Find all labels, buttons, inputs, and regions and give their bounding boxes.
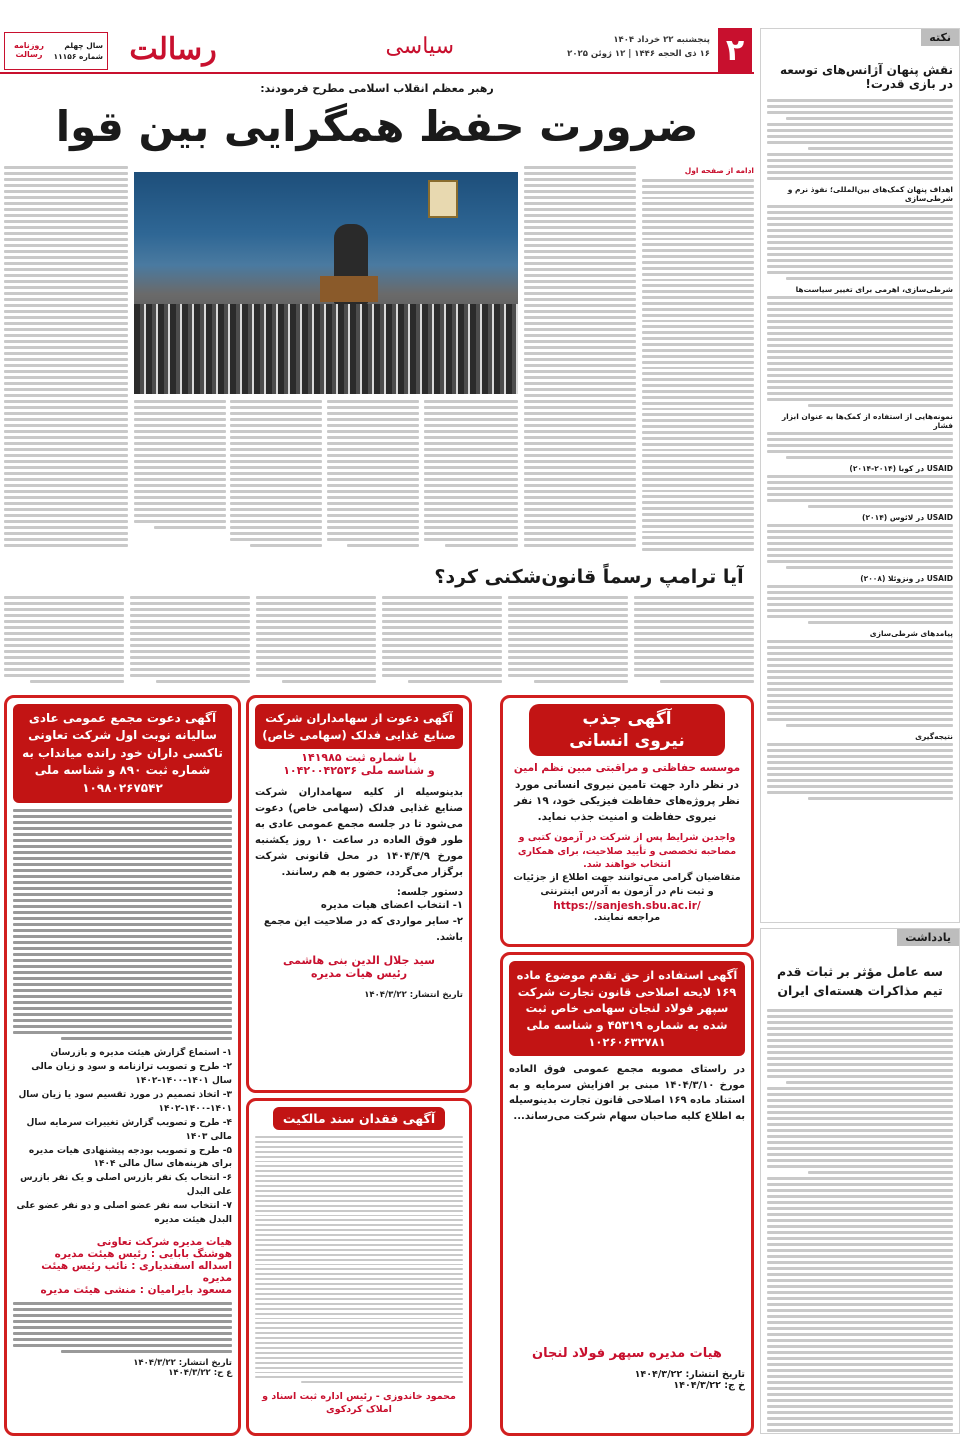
sepehr-title: آگهی استفاده از حق تقدم موضوع ماده ۱۶۹ لایحه اصلاحی قانون تجارت شرکت سپهر فولاد لنجان سهامی خاص ثبت شده به شماره ۴۵۳۱۹ و شناسه ملی ۱۰۲۶۰۶۳۲۷۸۱	[509, 961, 745, 1056]
corner-box	[4, 32, 108, 70]
nokte-body	[767, 99, 953, 803]
coop-agenda-4: ۴- طرح و تصویب گزارش تغییرات سرمایه سال مالی ۱۴۰۳	[26, 1117, 232, 1142]
lead-col-3	[424, 400, 518, 554]
nokte-subhead: USAID در کوبا (۲۰۱۴-۲۰۱۴)	[849, 464, 953, 473]
lost-title: آگهی فقدان سند مالکیت	[273, 1107, 445, 1130]
fadak-agenda-2: ۲- سایر مواردی که در صلاحیت این مجمع باشد.	[263, 916, 463, 944]
section-name: سیاسی	[385, 34, 454, 59]
ad-lost-deed	[246, 1098, 472, 1436]
recruit-body4: مراجعه نمایند.	[593, 911, 661, 923]
lead-col-1	[642, 166, 754, 554]
lead-col-2	[524, 166, 636, 554]
ad-sepehr	[500, 952, 754, 1436]
nokte-tag: نکته	[921, 29, 959, 46]
opinion-column	[760, 928, 960, 1434]
nokte-subhead: USAID در لائوس (۲۰۱۴)	[862, 513, 953, 522]
trump-headline: آیا ترامپ رسماً قانون‌شکنی کرد؟	[434, 566, 744, 588]
date-lunar-greg: ۱۶ ذی الحجه ۱۴۴۶ | ۱۲ ژوئن ۲۰۲۵	[567, 48, 710, 59]
opinion-body	[767, 1009, 953, 1435]
lead-col-5	[230, 400, 322, 554]
podium	[320, 276, 378, 302]
date-block	[567, 34, 710, 61]
date-solar: پنجشنبه ۲۲ خرداد ۱۴۰۴	[613, 35, 710, 45]
sepehr-signature: هیات مدیره سپهر فولاد لنجان	[532, 1346, 722, 1362]
lost-body	[255, 1136, 463, 1386]
coop-notes	[13, 1302, 232, 1356]
fadak-title: آگهی دعوت از سهامداران شرکت صنایع غذایی فدلک (سهامی خاص)	[255, 704, 463, 749]
recruit-body2: واجدین شرایط پس از شرکت در آزمون کتبی و مصاحبه تخصصی و تأیید صلاحیت، برای همکاری انتخاب خواهند شد.	[517, 832, 737, 871]
sepehr-date1: تاریخ انتشار: ۱۴۰۴/۳/۲۲	[634, 1369, 745, 1381]
lead-photo	[134, 172, 518, 394]
coop-agenda-2: ۲- طرح و تصویب ترازنامه و سود و زیان مالی سال ۱۴۰۱-۱۴۰۰-۱۴۰۲	[31, 1061, 232, 1086]
recruit-title: آگهی جذب نیروی انسانی	[529, 704, 725, 756]
recruit-body3: متقاضیان گرامی می‌توانند جهت اطلاع از جزئیات و ثبت نام در آزمون به آدرس اینترنتی	[513, 872, 741, 897]
recruit-org: موسسه حفاظتی و مراقبتی مبین نظم امین	[513, 762, 741, 775]
coop-agenda-5: ۵- طرح و تصویب بودجه پیشنهادی هیات مدیره برای هزینه‌های سال مالی ۱۴۰۴	[28, 1145, 232, 1170]
masthead	[0, 28, 754, 74]
corner-logo: روزنامه رسالت	[14, 41, 44, 59]
sepehr-date2: خ ج: ۱۴۰۴/۳/۲۲	[673, 1380, 745, 1392]
coop-board-title: هیات مدیره شرکت تعاونی	[96, 1236, 232, 1249]
recruit-body: در نظر دارد جهت تامین نیروی انسانی مورد نظر پروژه‌های حفاظت فیزیکی خود، ۱۹ نفر نیروی حفاظت و امنیت جذب نماید.	[514, 779, 740, 823]
paper-logo: رسالت	[129, 32, 217, 67]
lead-kicker: رهبر معظم انقلاب اسلامی مطرح فرمودند:	[260, 82, 494, 95]
lead-col-4	[327, 400, 419, 554]
coop-agenda-7: ۷- انتخاب سه نفر عضو اصلی و دو نفر عضو علی البدل هیئت مدیره	[16, 1201, 232, 1226]
lost-signature: محمود خاندوزی - رئیس اداره ثبت اسناد و املاک کردکوی	[262, 1391, 456, 1416]
audience	[134, 304, 518, 394]
lead-continued: ادامه از صفحه اول	[684, 166, 754, 175]
lead-col-6	[134, 400, 226, 554]
nokte-subhead: USAID در ونزوئلا (۲۰۰۸)	[860, 574, 953, 583]
fadak-natid: و شناسه ملی ۱۰۴۲۰۰۴۲۵۳۶	[283, 764, 435, 778]
coop-agenda-3: ۳- اتخاذ تصمیم در مورد تقسیم سود یا زیان سال ۱۴۰۱-۱۴۰۰-۱۴۰۲	[18, 1089, 232, 1114]
fadak-reg: با شماره ثبت ۱۴۱۹۸۵	[301, 751, 417, 765]
page-number: ۲	[718, 28, 752, 74]
coop-date-1: تاریخ انتشار: ۱۴۰۴/۳/۲۲	[133, 1358, 232, 1369]
lead-col-7	[4, 166, 128, 554]
nokte-subhead: شرطی‌سازی، اهرمی برای تغییر سیاست‌ها	[795, 285, 953, 294]
coop-date-2: ع ح: ۱۴۰۴/۳/۲۲	[168, 1368, 232, 1379]
ad-cooperative	[4, 695, 241, 1436]
coop-body	[13, 809, 232, 1047]
lead-headline: ضرورت حفظ همگرایی بین قوا	[55, 102, 699, 151]
recruit-url[interactable]: https://sanjesh.sbu.ac.ir/	[553, 899, 701, 912]
fadak-body: بدینوسیله از کلیه سهامداران شرکت صنایع غذایی فدلک (سهامی خاص) دعوت می‌شود تا در جلسه مجمع عمومی عادی به طور فوق العاده در ساعت ۱۰ روز یکشنبه مورخ ۱۴۰۴/۴/۹ در محل قانونی شرکت برگزار می‌گردد، حضور به هم رسانند.	[255, 787, 464, 879]
nokte-subhead: نتیجه‌گیری	[915, 732, 953, 741]
fadak-date: تاریخ انتشار: ۱۴۰۴/۳/۲۲	[364, 990, 463, 1001]
nokte-subhead: پیامدهای شرطی‌سازی	[869, 629, 953, 638]
opinion-headline: سه عامل مؤثر بر ثبات قدم تیم مذاکرات هسته‌ای ایران	[777, 964, 943, 998]
issue-number: شماره ۱۱۱۵۶	[53, 52, 103, 61]
fadak-signature-1: سید جلال الدین بنی هاشمی	[283, 954, 435, 968]
nokte-column	[760, 28, 960, 923]
coop-member-2: اسداله اسفندیاری : نائب رئیس هیئت مدیره	[41, 1260, 232, 1285]
coop-agenda-1: ۱- استماع گزارش هیئت مدیره و بازرسان	[50, 1047, 232, 1058]
coop-title: آگهی دعوت مجمع عمومی عادی سالیانه نوبت اول شرکت تعاونی تاکسی داران خود رانده میانداب به شماره ثبت ۸۹۰ و شناسه ملی ۱۰۹۸۰۲۶۷۵۴۲	[13, 704, 232, 803]
portrait-frame	[428, 180, 458, 218]
fadak-agenda-title: دستور جلسه:	[396, 887, 463, 899]
coop-member-1: هوشنگ بابایی : رئیس هیئت مدیره	[54, 1248, 232, 1261]
ad-fadak	[246, 695, 472, 1093]
sepehr-body: در راستای مصوبه مجمع عمومی فوق العاده مورخ ۱۴۰۴/۳/۱۰ مبنی بر افزایش سرمایه و به استناد ماده ۱۶۹ اصلاحی قانون تجارت بدینوسیله به اطلاع کلیه صاحبان سهام شرکت می‌رساند...	[509, 1064, 745, 1122]
coop-agenda-6: ۶- انتخاب یک نفر بازرس اصلی و یک نفر بازرس علی البدل	[20, 1173, 232, 1198]
volume-year: سال چهلم	[64, 40, 103, 50]
fadak-signature-2: رئیس هیات مدیره	[310, 967, 408, 981]
ad-recruitment	[500, 695, 754, 947]
opinion-tag: یادداشت	[897, 929, 959, 946]
trump-section	[4, 596, 754, 690]
nokte-headline: نقش پنهان آژانس‌های توسعه در بازی قدرت!	[779, 63, 953, 91]
nokte-subhead: اهداف پنهان کمک‌های بین‌المللی؛ نفوذ نرم و شرطی‌سازی	[787, 185, 953, 203]
nokte-subhead: نمونه‌هایی از استفاده از کمک‌ها به عنوان ابزار فشار	[781, 412, 953, 430]
fadak-agenda-1: ۱- انتخاب اعضای هیات مدیره	[320, 900, 463, 912]
coop-member-3: مسعود بایرامیان : منشی هیئت مدیره	[40, 1284, 232, 1297]
